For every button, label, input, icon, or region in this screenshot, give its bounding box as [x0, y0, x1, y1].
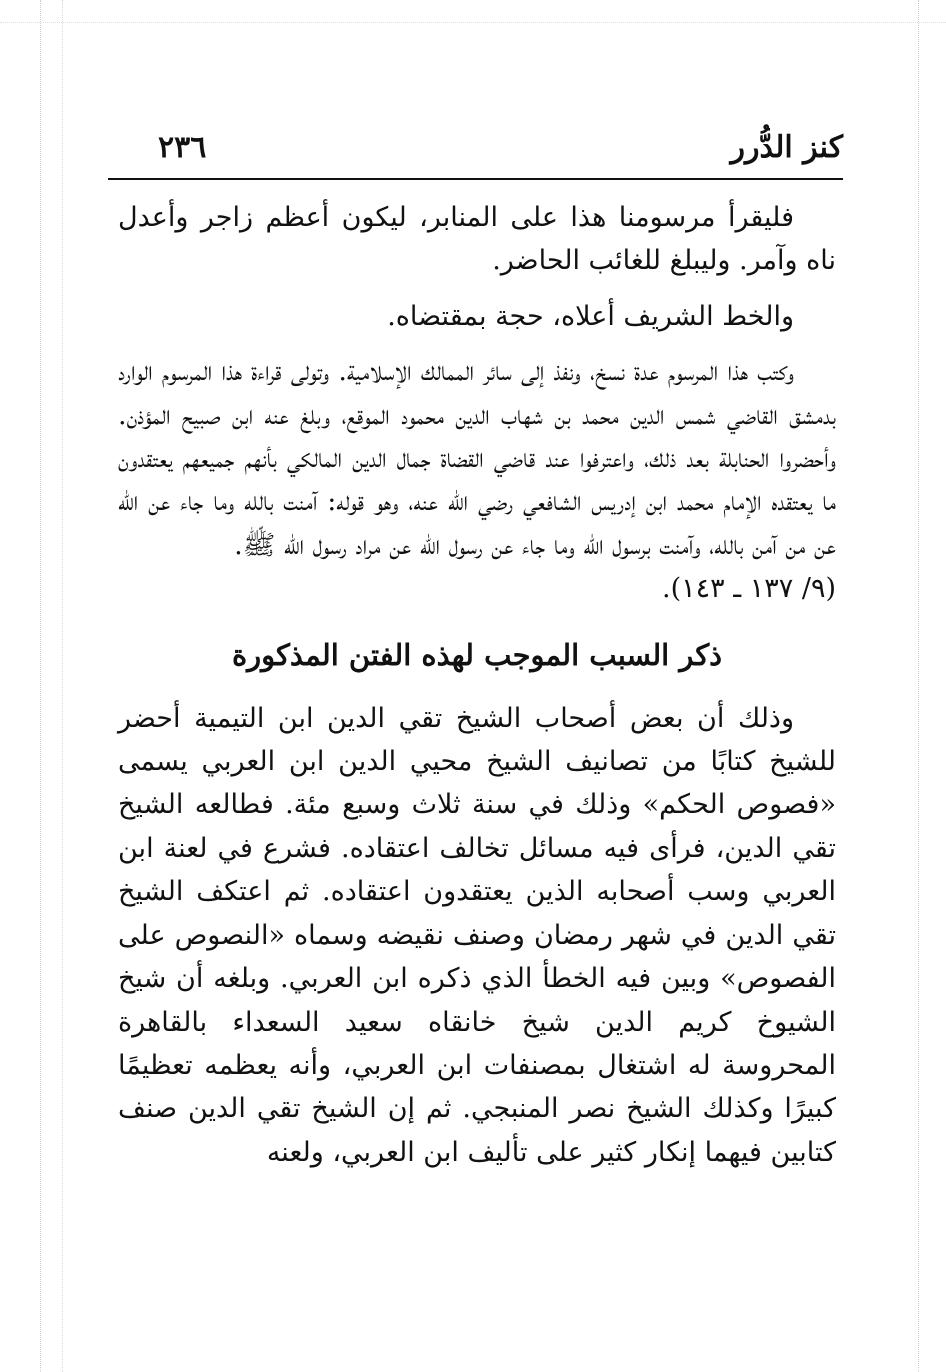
header-rule	[108, 178, 843, 180]
running-title: كنز الدُّرر	[730, 130, 843, 165]
source-citation: (٩/ ١٣٧ ـ ١٤٣).	[662, 573, 836, 605]
running-header	[108, 128, 843, 174]
section-heading: ذكر السبب الموجب لهذه الفتن المذكورة	[231, 637, 723, 672]
paragraph-noble-script: والخط الشريف أعلاه، حجة بمقتضاه.	[387, 300, 794, 332]
scan-edge-top	[0, 22, 946, 23]
paragraph-cause-of-strife: وذلك أن بعض أصحاب الشيخ تقي الدين ابن التيمية أحضر للشيخ كتابًا من تصانيف الشيخ محيي الدين ابن العربي يسمى «فصوص الحكم» وذلك في سنة ثلاث وسبع مئة. فطالعه الشيخ تقي الدين، فرأى فيه مسائل تخالف اعتقاده. فشرع في لعنة ابن العربي وسب أصحابه الذين يعتقدون اعتقاده. ثم اعتكف الشيخ تقي الدين في شهر رمضان وصنف نقيضه وسماه «النصوص على الفصوص» وبين فيه الخطأ الذي ذكره ابن العربي. وبلغه أن شيخ الشيوخ كريم الدين شيخ خانقاه سعيد السعداء بالقاهرة المحروسة له اشتغال بمصنفات ابن العربي، وأنه يعظمه تعظيمًا كبيرًا وكذلك الشيخ نصر المنبجي. ثم إن الشيخ تقي الدين صنف كتابين فيهما إنكار كثير على تأليف ابن العربي، ولعنه	[118, 702, 836, 1168]
page-number: ٢٣٦	[158, 130, 207, 165]
main-text	[118, 196, 836, 1174]
scan-edge-left-inner	[62, 0, 63, 1372]
scan-edge-left	[40, 0, 41, 1372]
paragraph-decree-reading: فليقرأ مرسومنا هذا على المنابر، ليكون أعظم زاجر وأعدل ناه وآمر. وليبلغ للغائب الحاضر.	[118, 202, 836, 277]
scan-edge-right	[918, 0, 919, 1372]
paragraph-copies-of-decree: وكتب هذا المرسوم عدة نسخ، ونفذ إلى سائر الممالك الإسلامية. وتولى قراءة هذا المرسوم الوارد بدمشق القاضي شمس الدين محمد بن شهاب الدين محمود الموقع، وبلغ عنه ابن صبيح المؤذن. وأحضروا الحنابلة بعد ذلك، واعترفوا عند قاضي القضاة جمال الدين المالكي بأنهم جميعهم يعتقدون ما يعتقده الإمام محمد ابن إدريس الشافعي رضي الله عنه، وهو قوله: آمنت بالله وما جاء عن الله عن من آمن بالله، وآمنت برسول الله وما جاء عن رسول الله عن مراد رسول الله ﷺ.	[118, 356, 836, 561]
